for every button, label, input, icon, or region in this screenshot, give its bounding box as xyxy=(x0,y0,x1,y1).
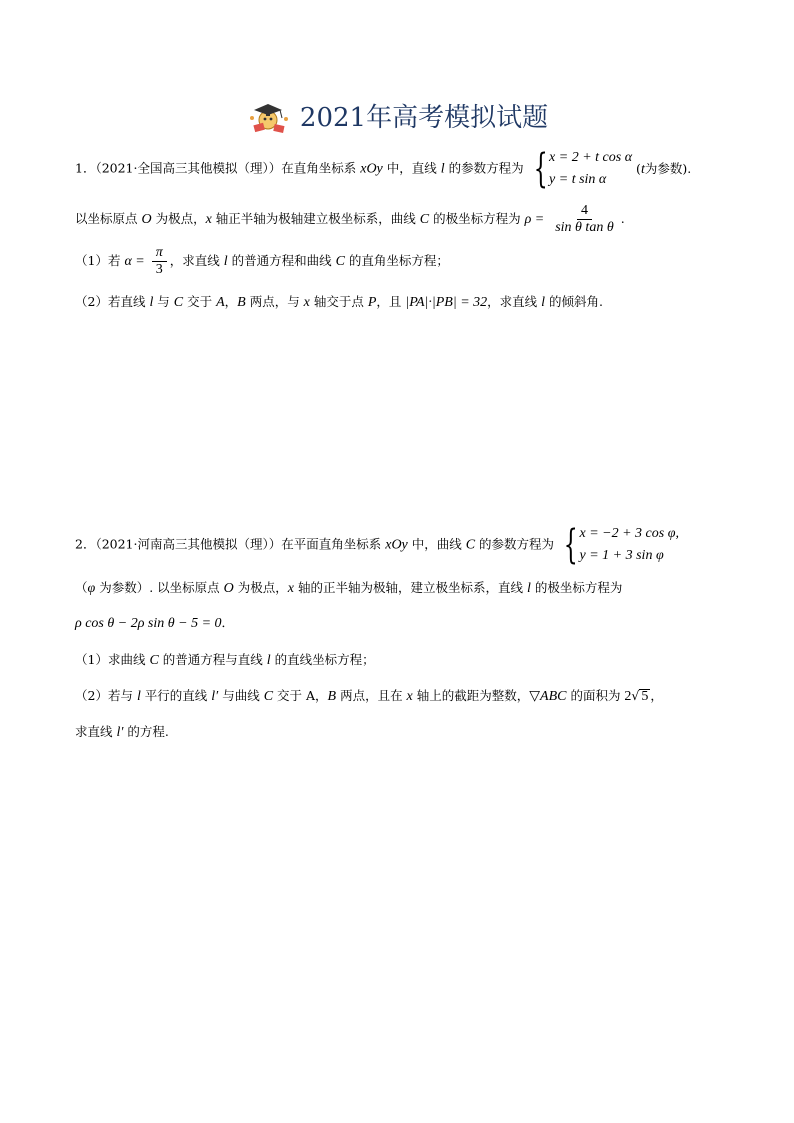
q1-t: t xyxy=(640,161,645,177)
sqrt-icon: √ xyxy=(631,688,640,703)
q1-rho: ρ = xyxy=(524,212,545,227)
q2-x: x xyxy=(287,581,294,596)
q1-text: 在直角坐标系 xyxy=(281,160,361,176)
q2-text: 轴上的截距为整数， xyxy=(412,688,530,703)
q1-text: 与 xyxy=(153,294,174,309)
q1-x: x xyxy=(303,295,310,310)
q2-eq1: x = −2 + 3 cos φ, xyxy=(579,526,679,541)
brace-icon: { xyxy=(533,146,548,192)
q2-phi: φ xyxy=(87,581,96,596)
q1-alpha: α = xyxy=(124,254,145,269)
q2-part-2 xyxy=(75,688,663,706)
q2-eq2: y = 1 + 3 sin φ xyxy=(579,548,664,563)
q2-l: l xyxy=(136,689,141,704)
q2-c: C xyxy=(465,537,476,553)
q1-p1-label: （1）若 xyxy=(75,253,125,268)
q2-text: 的方程. xyxy=(123,724,169,739)
q2-text: 求直线 xyxy=(75,724,117,739)
q2-o: O xyxy=(223,581,234,596)
q2-p1-label: （1）求曲线 xyxy=(75,652,150,667)
q2-text: 的直线坐标方程； xyxy=(270,652,375,667)
q2-sqrt xyxy=(631,688,650,704)
q2-l: l xyxy=(266,653,271,668)
q1-text: 以坐标原点 xyxy=(75,211,142,226)
q1-source: （2021·全国高三其他模拟（理）） xyxy=(95,160,282,176)
q2-l: l xyxy=(526,581,531,596)
q2-a: A xyxy=(305,688,316,703)
q2-lprime: l′ xyxy=(211,689,219,704)
q2-text: 轴的正半轴为极轴，建立极坐标系，直线 xyxy=(294,580,527,595)
q2-lprime: l′ xyxy=(116,725,124,740)
q2-xoy: xOy xyxy=(385,537,408,553)
q2-comma: ， xyxy=(315,688,328,703)
q1-line-2 xyxy=(75,203,625,236)
q1-part-1 xyxy=(75,245,449,278)
q1-text: 的参数方程为 xyxy=(444,160,524,176)
q2-polar-eq: ρ cos θ − 2ρ sin θ − 5 = 0 xyxy=(75,616,222,631)
q2-b: B xyxy=(327,689,337,704)
q2-source: （2021·河南高三其他模拟（理）） xyxy=(95,536,282,552)
q2-text: 为极点， xyxy=(233,580,288,595)
graduation-cap-logo-icon xyxy=(246,98,292,134)
q1-text: 交于 xyxy=(183,294,217,309)
q1-pa-pb: |PA|·|PB| = 32 xyxy=(405,295,488,310)
q1-frac-num: 4 xyxy=(577,203,592,220)
q2-text: 中，曲线 xyxy=(407,536,466,552)
q1-part-2 xyxy=(75,294,603,312)
q1-text: 的直角坐标方程； xyxy=(344,253,449,268)
q1-a: A xyxy=(216,295,225,310)
q2-text: ， xyxy=(650,688,663,703)
q2-five: 5 xyxy=(641,689,649,705)
q2-part-1 xyxy=(75,652,375,670)
q2-text: 交于 xyxy=(273,688,306,703)
brace-icon: { xyxy=(563,522,578,568)
q2-text: 的极坐标方程为 xyxy=(530,580,623,595)
q2-text: 的普通方程与直线 xyxy=(158,652,267,667)
q1-x: x xyxy=(205,212,212,227)
q1-number: 1． xyxy=(75,160,96,176)
q2-text: 平行的直线 xyxy=(140,688,212,703)
q2-line-3 xyxy=(75,615,234,633)
q1-three: 3 xyxy=(155,262,163,277)
q1-text: ，且 xyxy=(376,294,406,309)
q2-abc: ▽ABC xyxy=(529,689,567,704)
q2-number: 2． xyxy=(75,536,96,552)
q1-o: O xyxy=(141,212,152,227)
title-area xyxy=(0,97,794,137)
q1-text: 中，直线 xyxy=(382,160,441,176)
q1-text: 为极点， xyxy=(151,211,206,226)
q2-c: C xyxy=(149,653,159,668)
page-title: 2021年高考模拟试题 xyxy=(299,103,549,133)
q2-text: （ xyxy=(75,580,88,595)
q2-text: 在平面直角坐标系 xyxy=(281,536,386,552)
q1-text: ，求直线 xyxy=(487,294,542,309)
q1-l: l xyxy=(541,295,546,310)
q1-l: l xyxy=(149,295,154,310)
q1-comma: ， xyxy=(224,294,238,309)
q1-param-note: (t为参数). xyxy=(636,160,692,177)
q1-c: C xyxy=(419,212,430,227)
q2-text: 两点，且在 xyxy=(336,688,407,703)
q1-frac-den: sin θ tan θ xyxy=(555,220,614,235)
q2-text: 的面积为 xyxy=(566,688,625,703)
q2-two: 2 xyxy=(624,689,632,704)
q1-p2-label: （2）若直线 xyxy=(75,294,150,309)
q1-l: l xyxy=(223,254,228,269)
page-title-group xyxy=(246,97,548,134)
q1-text: 两点，与 xyxy=(245,294,304,309)
q1-pi: π xyxy=(152,245,167,262)
q1-l: l xyxy=(440,161,445,177)
q2-p2-label: （2）若与 xyxy=(75,688,137,703)
q1-line-1 xyxy=(75,147,691,191)
q1-c: C xyxy=(335,254,345,269)
q1-eq1: x = 2 + t cos α xyxy=(549,150,633,165)
q2-c: C xyxy=(263,689,274,704)
q2-text: 为参数）. 以坐标原点 xyxy=(95,580,224,595)
q1-fraction xyxy=(551,203,617,236)
q1-text: 的极坐标方程为 xyxy=(429,211,525,226)
q1-param-note-text: 为参数). xyxy=(644,160,692,176)
q1-text: 轴交于点 xyxy=(309,294,368,309)
q1-eq2: y = t sin α xyxy=(549,172,607,187)
q1-text: ，求直线 xyxy=(169,253,224,268)
q2-line-2 xyxy=(75,580,622,598)
q2-line-last xyxy=(75,724,169,742)
q1-b: B xyxy=(237,295,246,310)
q1-pi-fraction xyxy=(152,245,167,278)
q2-text: 的参数方程为 xyxy=(475,536,555,552)
q1-c: C xyxy=(173,295,184,310)
q2-text: 与曲线 xyxy=(218,688,264,703)
q1-text: 的倾斜角. xyxy=(545,294,603,309)
q1-p: P xyxy=(367,295,377,310)
q1-param-system xyxy=(528,147,632,191)
q2-line-1 xyxy=(75,523,679,567)
q2-text: ． xyxy=(221,615,235,630)
q2-param-system xyxy=(558,523,679,567)
q2-x: x xyxy=(406,689,413,704)
q1-text: 的普通方程和曲线 xyxy=(227,253,336,268)
q1-text: 轴正半轴为极轴建立极坐标系，曲线 xyxy=(211,211,420,226)
q1-xoy: xOy xyxy=(360,161,383,177)
q1-text: . xyxy=(620,211,625,226)
